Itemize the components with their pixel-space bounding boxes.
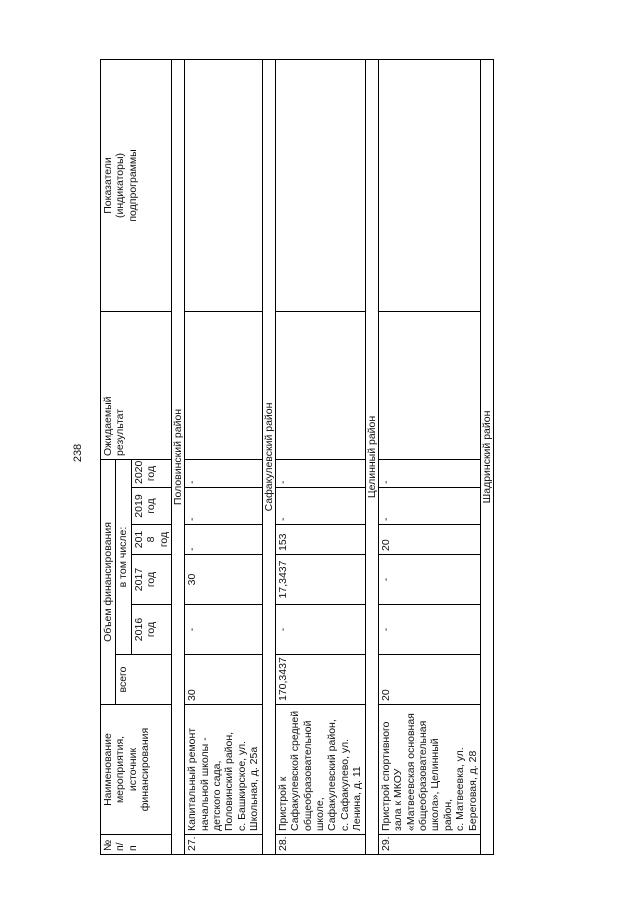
section-row (171, 59, 184, 854)
header-year: 2016 год (131, 605, 171, 655)
row-expected (275, 311, 365, 459)
row-indicators (378, 59, 480, 311)
row-year-value: - (185, 525, 262, 555)
row-year-value: - (185, 459, 262, 487)
header-year: 2019 год (131, 488, 171, 525)
table-row (378, 59, 480, 854)
header-year: 2020 год (131, 459, 171, 487)
section-row (262, 59, 275, 854)
row-expected (185, 311, 262, 459)
row-year-value: - (275, 459, 365, 487)
row-year-value: 17,3437 (275, 555, 365, 605)
header-year: 2017 год (131, 555, 171, 605)
row-year-value: 153 (275, 525, 365, 555)
header-year: 201 8 год (131, 525, 171, 555)
page-number: 238 (72, 443, 84, 463)
header-funding: Объем финансирования (101, 459, 116, 704)
rotated-page-content (100, 60, 493, 855)
section-row (365, 59, 378, 854)
section-title: Шадринский район (480, 59, 493, 854)
row-total: 20 (378, 655, 480, 705)
section-title: Половинский район (171, 59, 184, 854)
row-year-value: - (378, 555, 480, 605)
header-expected: Ожидаемый результат (101, 311, 172, 459)
table-row (185, 59, 262, 854)
row-year-value: - (378, 605, 480, 655)
row-name: Пристрой к Сафакулевской средней общеобразовательной школе, Сафакулевский район, с. Сафакулево, ул. Ленина, д. 11 (275, 705, 365, 835)
header-indicators: Показатели (индикаторы) подпрограммы (101, 59, 172, 311)
table-row (275, 59, 365, 854)
section-title: Целинный район (365, 59, 378, 854)
row-indicators (275, 59, 365, 311)
row-year-value: 30 (185, 555, 262, 605)
header-row-1 (101, 59, 116, 854)
row-name: Пристрой спортивного зала к МКОУ «Матвеевская основная общеобразовательная школа», Целинный район, с. Матвеевка, ул. Береговая, д. 28 (378, 705, 480, 835)
row-year-value: - (378, 459, 480, 487)
row-expected (378, 311, 480, 459)
row-num: 29. (378, 835, 480, 855)
row-year-value: - (185, 605, 262, 655)
row-year-value: 20 (378, 525, 480, 555)
row-total: 170,3437 (275, 655, 365, 705)
row-num: 28. (275, 835, 365, 855)
header-including: в том числе: (116, 459, 131, 654)
row-year-value: - (378, 488, 480, 525)
row-year-value: - (185, 488, 262, 525)
row-indicators (185, 59, 262, 311)
row-total: 30 (185, 655, 262, 705)
funding-table (100, 59, 494, 855)
row-num: 27. (185, 835, 262, 855)
header-name: Наименование мероприятия, источник финансирования (101, 705, 172, 835)
header-total: всего (116, 655, 172, 705)
row-name: Капитальный ремонт начальной школы - детского сада, Половинский район, с. Башкирское, ул. Школьная, д. 25а (185, 705, 262, 835)
section-title: Сафакулевский район (262, 59, 275, 854)
row-year-value: - (275, 488, 365, 525)
section-row (480, 59, 493, 854)
header-num: № п/п (101, 835, 172, 855)
row-year-value: - (275, 605, 365, 655)
